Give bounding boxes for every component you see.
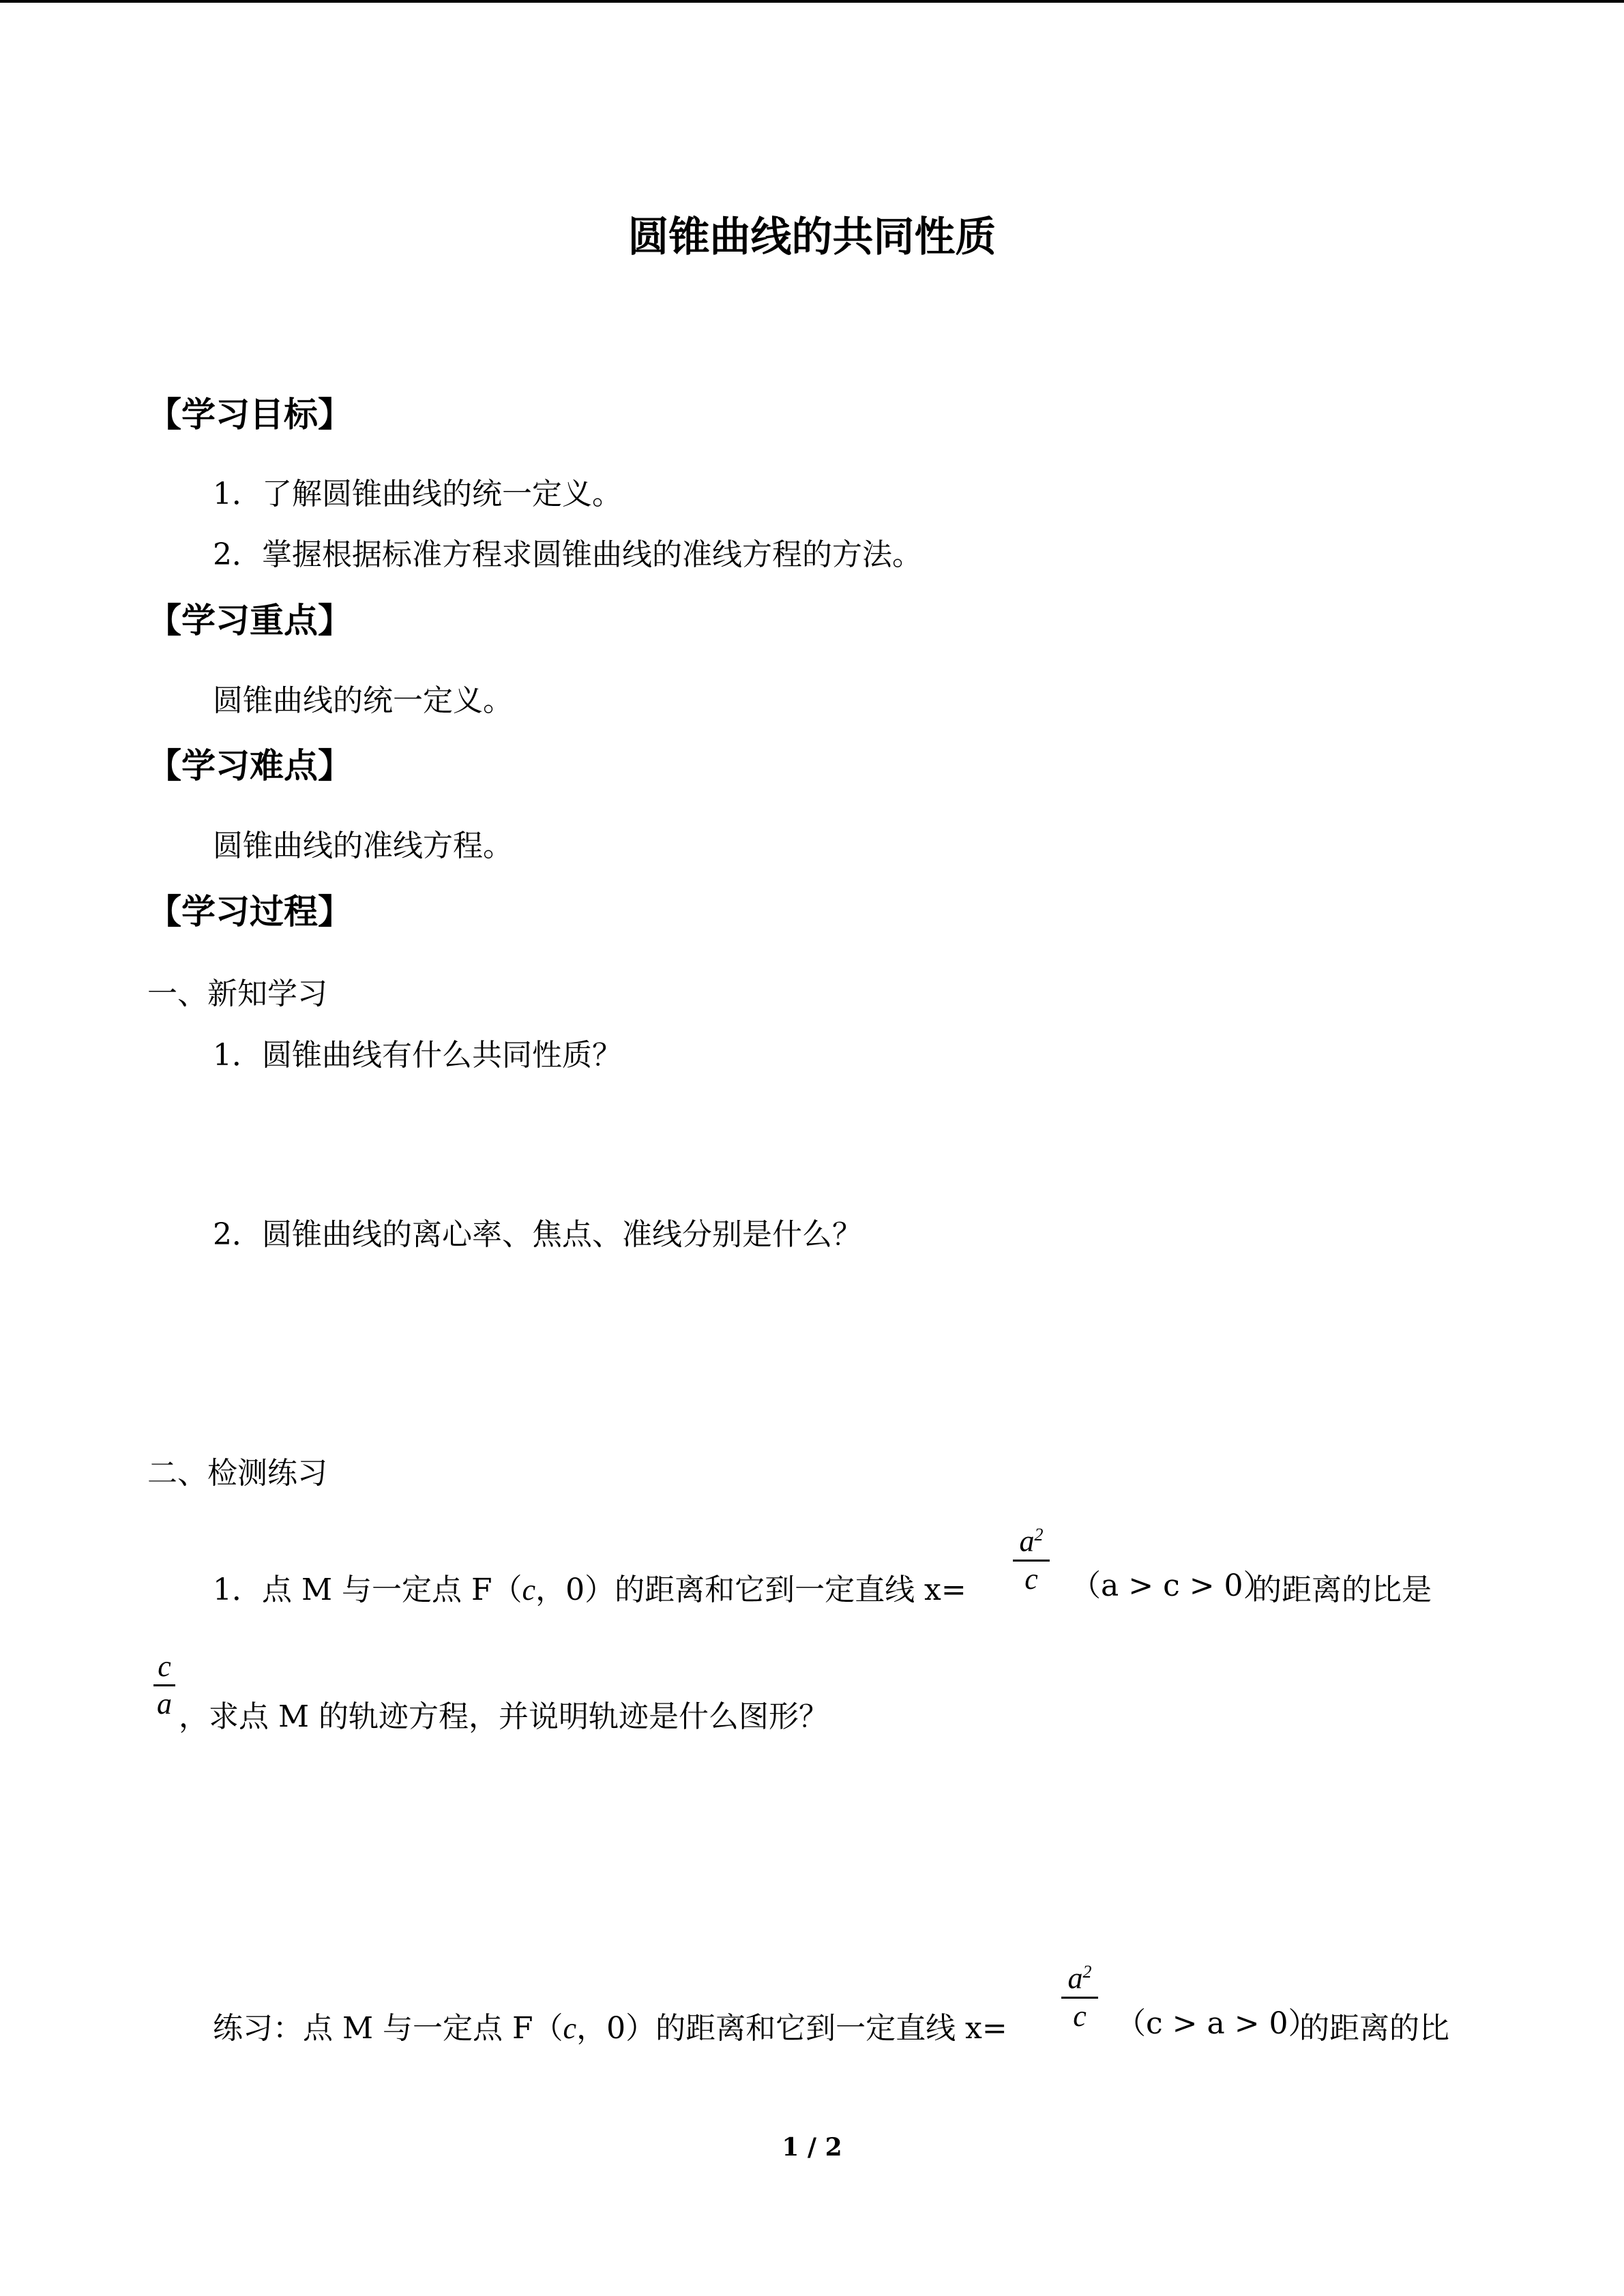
practice-suffix: 的距离的比: [1299, 2011, 1449, 2046]
q1-ratio-den: a: [157, 1687, 172, 1720]
page-title: 圆锥曲线的共同性质: [628, 213, 996, 261]
q1-prefix: 1．点 M 与一定点 F（: [213, 1572, 522, 1607]
practice-frac-den: c: [1073, 1999, 1087, 2033]
practice-frac-num: a: [1067, 1961, 1083, 1995]
section-heading-key-points: 【学习重点】: [147, 600, 352, 640]
part1-question-2: 2．圆锥曲线的离心率、焦点、准线分别是什么？: [213, 1217, 862, 1252]
top-border-line: [0, 0, 1624, 3]
q1-ratio-num: c: [158, 1650, 171, 1683]
q1-suffix: 的距离的比是: [1252, 1572, 1432, 1607]
difficulties-text: 圆锥曲线的准线方程。: [213, 829, 513, 863]
section-heading-difficulties: 【学习难点】: [147, 745, 352, 786]
practice-frac-sup: 2: [1082, 1962, 1092, 1982]
part2-question-1-line1: [213, 1570, 966, 1611]
part1-heading: 一、新知学习: [147, 976, 327, 1011]
section-heading-objectives: 【学习目标】: [147, 394, 352, 434]
q1-c: c: [522, 1573, 536, 1607]
section-heading-process: 【学习过程】: [147, 891, 352, 931]
part2-heading: 二、检测练习: [147, 1456, 327, 1491]
key-points-text: 圆锥曲线的统一定义。: [213, 683, 513, 718]
q1-condition: （a > c > 0）: [1071, 1568, 1273, 1603]
q1-frac-sup: 2: [1034, 1525, 1044, 1545]
practice-prefix: 练习：点 M 与一定点 F（: [213, 2011, 563, 2046]
part2-question-1-line2: ，求点 M 的轨迹方程，并说明轨迹是什么图形？: [179, 1699, 829, 1734]
part1-question-1: 1．圆锥曲线有什么共同性质？: [213, 1038, 622, 1073]
q1-frac-den: c: [1024, 1562, 1038, 1596]
practice-condition: （c > a > 0）: [1116, 2006, 1318, 2041]
q1-directrix-fraction: [1012, 1517, 1050, 1597]
practice-c: c: [563, 2012, 577, 2045]
q1-frac-num: a: [1019, 1524, 1035, 1558]
page-number: 1 / 2: [782, 2133, 842, 2162]
objective-item-1: 1．了解圆锥曲线的统一定义。: [213, 477, 622, 511]
practice-line: [213, 2008, 1007, 2049]
q1-ratio-fraction: [153, 1649, 176, 1722]
q1-mid: ，0）的距离和它到一定直线 x=: [535, 1572, 966, 1607]
objective-item-2: 2．掌握根据标准方程求圆锥曲线的准线方程的方法。: [213, 537, 922, 572]
practice-mid: ，0）的距离和它到一定直线 x=: [576, 2011, 1007, 2046]
practice-directrix-fraction: [1061, 1954, 1099, 2034]
